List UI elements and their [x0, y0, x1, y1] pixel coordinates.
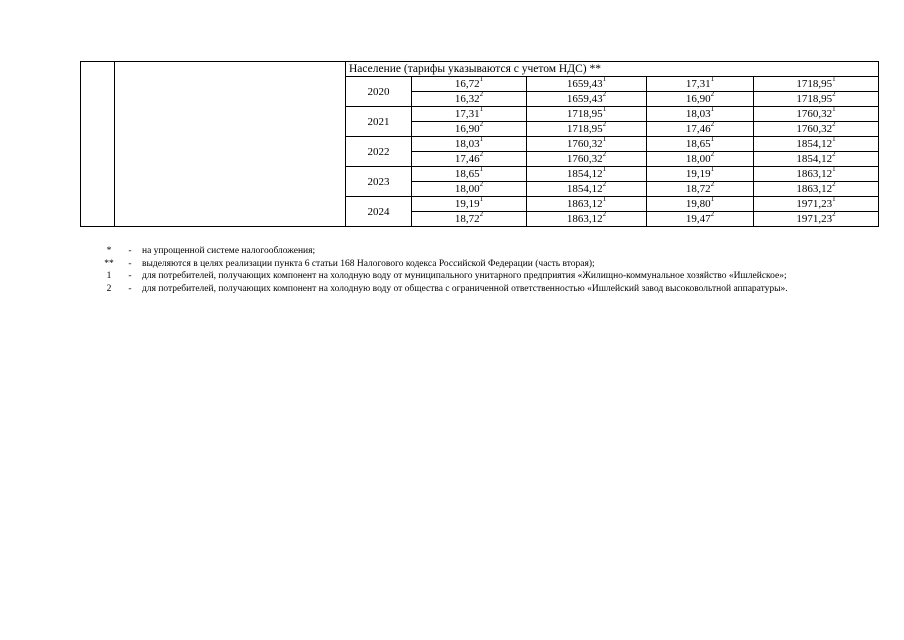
tariff-value-cell: [412, 152, 527, 167]
tariff-value-cell: [412, 107, 527, 122]
tariff-value: 18,72: [685, 183, 711, 195]
tariff-footnote-ref: 1: [832, 106, 836, 114]
tariff-footnote-ref: 2: [832, 181, 836, 189]
tariff-value-cell: [412, 137, 527, 152]
tariff-footnote-ref: 1: [479, 196, 484, 204]
tariff-value-cell: [647, 152, 754, 167]
tariff-value: 1863,12: [796, 168, 833, 180]
tariff-value-cell: [754, 137, 879, 152]
group-header-row: [81, 62, 879, 77]
tariff-footnote-ref: 2: [479, 91, 484, 99]
tariff-value-cell: [647, 212, 754, 227]
tariff-value: 16,90: [454, 123, 480, 135]
tariff-value-cell: [412, 197, 527, 212]
tariff-footnote-ref: 1: [710, 76, 715, 84]
tariff-footnote-ref: 2: [602, 121, 607, 129]
footnote-mark: *: [106, 246, 112, 256]
tariff-value-cell: [754, 77, 879, 92]
tariff-footnote-ref: 1: [602, 106, 607, 114]
tariff-footnote-ref: 2: [602, 181, 607, 189]
blank-cell-name: [115, 62, 346, 227]
tariff-value-cell: [527, 152, 647, 167]
footnote-text: выделяются в целях реализации пункта 6 статьи 168 Налогового кодекса Российской Федерации (часть вторая);: [142, 258, 595, 269]
tariff-footnote-ref: 2: [832, 91, 836, 99]
tariff-value-cell: [527, 212, 647, 227]
tariff-footnote-ref: 1: [479, 166, 484, 174]
footnote-mark: 1: [106, 271, 112, 281]
tariff-footnote-ref: 2: [832, 211, 836, 219]
tariff-value-cell: [754, 167, 879, 182]
tariff-footnote-ref: 1: [710, 166, 715, 174]
footnote: [100, 283, 845, 296]
tariff-value-cell: [527, 167, 647, 182]
footnotes: [100, 245, 845, 295]
tariff-value-cell: [754, 107, 879, 122]
tariff-footnote-ref: 1: [602, 196, 607, 204]
tariff-table: [80, 61, 879, 227]
tariff-footnote-ref: 2: [602, 91, 607, 99]
tariff-footnote-ref: 2: [479, 181, 484, 189]
tariff-value-cell: [647, 107, 754, 122]
year-cell: 2022: [346, 137, 412, 167]
tariff-value: 1718,95: [796, 93, 833, 105]
tariff-value: 1854,12: [796, 138, 833, 150]
tariff-footnote-ref: 1: [479, 136, 484, 144]
tariff-value: 18,03: [685, 108, 711, 120]
footnote-mark: 2: [106, 283, 112, 294]
tariff-footnote-ref: 1: [710, 196, 715, 204]
blank-cell-left: [81, 62, 115, 227]
tariff-value: 1854,12: [566, 183, 603, 195]
tariff-value-cell: [412, 212, 527, 227]
tariff-value-cell: [647, 137, 754, 152]
tariff-footnote-ref: 1: [832, 76, 836, 84]
footnote-dash: -: [128, 258, 132, 269]
tariff-value: 1854,12: [566, 168, 603, 180]
tariff-value: 1760,32: [796, 108, 833, 120]
tariff-value: 16,32: [454, 93, 480, 105]
tariff-value: 1863,12: [566, 213, 603, 225]
tariff-value: 1718,95: [566, 123, 603, 135]
tariff-value-cell: [412, 92, 527, 107]
tariff-value-cell: [527, 122, 647, 137]
tariff-footnote-ref: 2: [710, 151, 715, 159]
tariff-footnote-ref: 2: [602, 151, 607, 159]
footnote-text: на упрощенной системе налогообложения;: [142, 246, 316, 256]
tariff-footnote-ref: 2: [479, 151, 484, 159]
tariff-value: 18,00: [454, 183, 480, 195]
year-cell: 2020: [346, 77, 412, 107]
tariff-value-cell: [527, 107, 647, 122]
year-cell: 2023: [346, 167, 412, 197]
tariff-value-cell: [647, 167, 754, 182]
tariff-value: 1971,23: [796, 213, 833, 225]
footnote: [100, 245, 845, 258]
footnote-dash: -: [128, 283, 132, 294]
tariff-footnote-ref: 1: [710, 136, 715, 144]
tariff-footnote-ref: 1: [832, 166, 836, 174]
tariff-value-cell: [754, 197, 879, 212]
tariff-value-cell: [754, 92, 879, 107]
tariff-footnote-ref: 2: [710, 181, 715, 189]
tariff-value: 17,46: [454, 153, 480, 165]
tariff-table-body: [81, 62, 879, 227]
tariff-value: 1863,12: [796, 183, 833, 195]
footnote-dash: -: [128, 246, 132, 256]
tariff-footnote-ref: 2: [602, 211, 607, 219]
tariff-value: 18,00: [685, 153, 711, 165]
tariff-value: 1971,23: [796, 198, 833, 210]
tariff-footnote-ref: 2: [832, 121, 836, 129]
group-label: Население (тарифы указываются с учетом НДС) **: [346, 62, 879, 77]
tariff-value: 17,31: [454, 108, 480, 120]
tariff-footnote-ref: 1: [602, 136, 607, 144]
tariff-value: 19,19: [685, 168, 711, 180]
tariff-value: 1760,32: [796, 123, 833, 135]
tariff-footnote-ref: 1: [710, 106, 715, 114]
tariff-value: 18,65: [685, 138, 711, 150]
tariff-footnote-ref: 1: [479, 106, 484, 114]
tariff-value: 16,90: [685, 93, 711, 105]
tariff-value: 1659,43: [566, 93, 603, 105]
tariff-value: 17,46: [685, 123, 711, 135]
tariff-value-cell: [527, 197, 647, 212]
tariff-value-cell: [754, 122, 879, 137]
tariff-footnote-ref: 2: [710, 121, 715, 129]
footnote-text: для потребителей, получающих компонент на холодную воду от общества с ограниченной ответственностью «Ишлейский завод высоковольтной аппаратуры».: [142, 283, 788, 294]
tariff-value-cell: [412, 167, 527, 182]
footnote-mark: **: [104, 258, 114, 269]
tariff-value-cell: [412, 77, 527, 92]
year-cell: 2024: [346, 197, 412, 227]
tariff-value: 18,65: [454, 168, 480, 180]
footnote: [100, 258, 845, 271]
tariff-value: 1718,95: [796, 78, 833, 90]
tariff-value: 19,80: [685, 198, 711, 210]
tariff-value-cell: [754, 212, 879, 227]
tariff-value: 19,19: [454, 198, 480, 210]
tariff-footnote-ref: 2: [479, 121, 484, 129]
tariff-footnote-ref: 2: [832, 151, 836, 159]
tariff-value-cell: [647, 122, 754, 137]
tariff-value-cell: [412, 182, 527, 197]
tariff-footnote-ref: 1: [832, 136, 836, 144]
tariff-value-cell: [647, 182, 754, 197]
tariff-value: 1659,43: [566, 78, 603, 90]
tariff-value-cell: [527, 182, 647, 197]
footnote: [100, 270, 845, 283]
tariff-value: 18,72: [454, 213, 480, 225]
footnote-text: для потребителей, получающих компонент на холодную воду от муниципального унитарного предприятия «Жилищно-коммунальное хозяйство «Ишлейское»;: [142, 271, 787, 281]
tariff-value-cell: [647, 77, 754, 92]
tariff-value-cell: [527, 137, 647, 152]
tariff-footnote-ref: 1: [832, 196, 836, 204]
tariff-footnote-ref: 1: [479, 76, 484, 84]
tariff-value: 1854,12: [796, 153, 833, 165]
tariff-value: 1760,32: [566, 153, 603, 165]
tariff-value-cell: [647, 92, 754, 107]
tariff-footnote-ref: 2: [710, 211, 715, 219]
tariff-value: 1718,95: [566, 108, 603, 120]
tariff-value: 1863,12: [566, 198, 603, 210]
tariff-footnote-ref: 2: [710, 91, 715, 99]
tariff-footnote-ref: 1: [602, 76, 607, 84]
tariff-footnote-ref: 2: [479, 211, 484, 219]
year-cell: 2021: [346, 107, 412, 137]
tariff-value: 1760,32: [566, 138, 603, 150]
tariff-value-cell: [647, 197, 754, 212]
tariff-footnote-ref: 1: [602, 166, 607, 174]
footnote-dash: -: [128, 271, 132, 281]
tariff-value-cell: [754, 152, 879, 167]
tariff-value: 16,72: [454, 78, 480, 90]
tariff-value: 17,31: [685, 78, 711, 90]
tariff-value-cell: [754, 182, 879, 197]
tariff-value-cell: [412, 122, 527, 137]
tariff-value-cell: [527, 77, 647, 92]
tariff-value: 19,47: [685, 213, 711, 225]
tariff-value: 18,03: [454, 138, 480, 150]
tariff-value-cell: [527, 92, 647, 107]
